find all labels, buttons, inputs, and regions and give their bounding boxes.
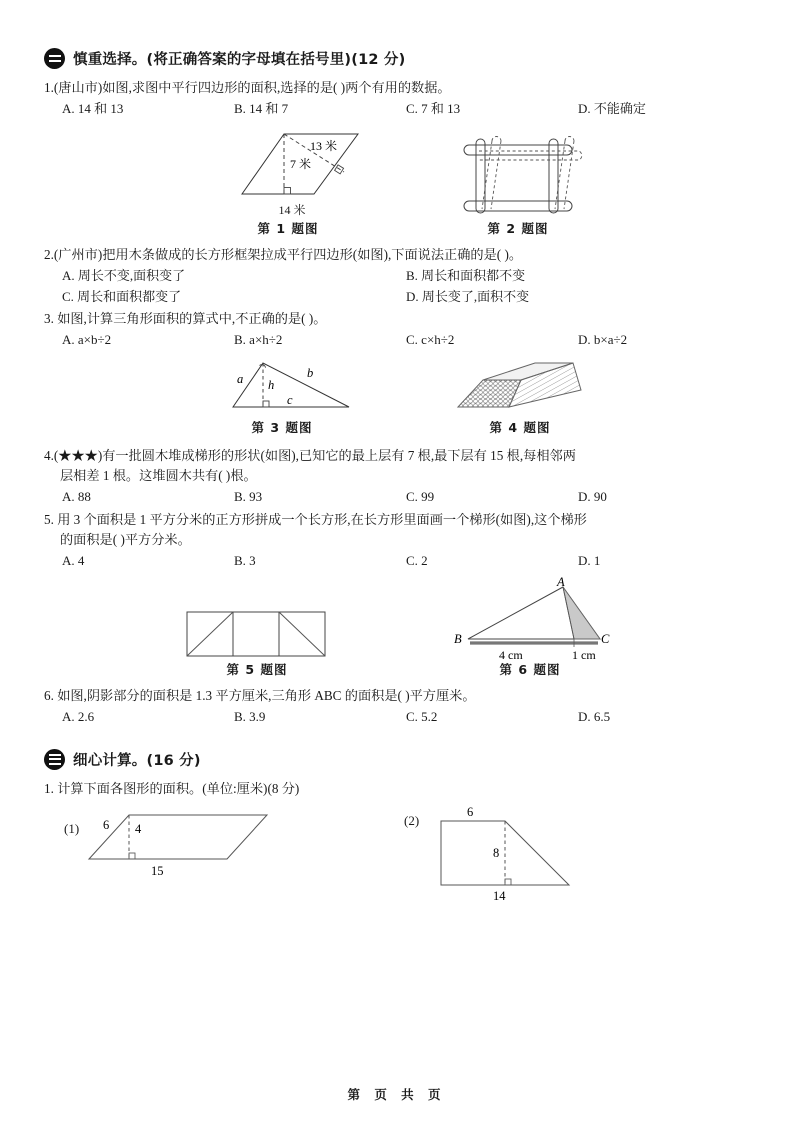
section-number-badge-two [44,48,65,69]
question-4-text-line-1: 4.(★★★)有一批圆木堆成梯形的形状(如图),已知它的最上层有 7 根,最下层有 15 根,每相邻两 [44,448,576,464]
figure-row-3 [44,577,750,678]
figure-6-segment-1: 4 cm [499,647,523,662]
calc-figure-2-top-label: 6 [467,804,474,819]
figure-2-caption: 第 2 题图 [487,220,549,236]
calc-figure-row [44,803,750,903]
figure-1-base-label: 14 米 [278,202,306,217]
question-1-option-a[interactable]: A. 14 和 13 [62,101,124,117]
question-3-option-c[interactable]: C. c×h÷2 [406,332,455,348]
section-header-two [44,48,750,69]
question-1-option-d[interactable]: D. 不能确定 [578,101,646,117]
question-5-text-line-2: 的面积是( )平方分米。 [60,532,191,548]
question-2 [44,245,750,307]
question-4-text-line-2: 层相差 1 根。这堆圆木共有( )根。 [60,468,257,484]
figure-6-vertex-c: C [601,631,610,646]
figure-6-segment-2: 1 cm [572,647,596,662]
question-6-text: 6. 如图,阴影部分的面积是 1.3 平方厘米,三角形 ABC 的面积是( )平方厘米。 [44,687,476,703]
calc-figure-2-number: (2) [404,812,420,828]
calc-figure-1-height-label: 4 [135,821,142,836]
question-3-option-d[interactable]: D. b×a÷2 [578,332,628,348]
figure-5 [184,609,330,678]
question-2-options-row-2 [44,287,750,307]
question-3 [44,309,750,350]
question-5-option-b[interactable]: B. 3 [234,553,256,569]
question-4-option-a[interactable]: A. 88 [62,489,91,505]
calc-figure-1-number: (1) [64,820,80,836]
question-2-option-b[interactable]: B. 周长和面积都不变 [406,267,526,283]
question-6 [44,686,750,727]
question-1-options [44,99,750,119]
calc-figure-1-side-label: 6 [103,817,110,832]
question-3-option-a[interactable]: A. a×b÷2 [62,332,112,348]
section-two-title: 慎重选择。(将正确答案的字母填在括号里)(12 分) [73,52,406,68]
question-6-options [44,707,750,727]
calc-figure-2-base-label: 14 [493,888,506,903]
question-5-option-c[interactable]: C. 2 [406,553,428,569]
question-6-option-b[interactable]: B. 3.9 [234,709,266,724]
question-1-option-b[interactable]: B. 14 和 7 [234,101,289,117]
question-5-option-a[interactable]: A. 4 [62,553,85,569]
question-6-option-a[interactable]: A. 2.6 [62,709,95,724]
calc-parallelogram-diagram [81,803,276,881]
question-2-option-d[interactable]: D. 周长变了,面积不变 [406,288,530,304]
three-squares-diagram [184,609,330,659]
question-2-option-c[interactable]: C. 周长和面积都变了 [62,288,182,304]
question-5-options [44,551,750,571]
shaded-triangle-diagram [450,577,610,663]
section-three-question-1 [44,779,750,799]
parallelogram-diagram [206,124,370,202]
figure-4-caption: 第 4 题图 [489,420,551,436]
calc-figure-1 [44,803,394,903]
log-pile-diagram [453,355,587,417]
triangle-abc-diagram [207,355,357,417]
figure-1-diagonal-label: 13 米 [310,138,338,153]
calc-figure-1-base-label: 15 [151,863,164,878]
question-4-options [44,487,750,507]
question-2-text: 2.(广州市)把用木条做成的长方形框架拉成平行四边形(如图),下面说法正确的是( )。 [44,246,523,262]
question-4-option-b[interactable]: B. 93 [234,489,263,505]
figure-3-caption: 第 3 题图 [251,420,313,436]
question-3-option-b[interactable]: B. a×h÷2 [234,332,283,348]
figure-row-2 [44,355,750,436]
figure-2 [448,129,588,237]
page-footer: 第 页 共 页 [347,1087,446,1102]
section-three-question-1-text: 1. 计算下面各图形的面积。(单位:厘米)(8 分) [44,780,300,796]
figure-1 [206,124,370,237]
figure-3-side-c-label: c [287,393,293,408]
section-header-three [44,749,750,770]
calc-trapezoid-diagram [421,803,601,903]
question-1-text: 1.(唐山市)如图,求图中平行四边形的面积,选择的是( )两个有用的数据。 [44,80,451,95]
figure-3-height-label: h [268,378,275,393]
question-4-option-c[interactable]: C. 99 [406,489,435,505]
question-5-text-line-1: 5. 用 3 个面积是 1 平方分米的正方形拼成一个长方形,在长方形里面画一个梯形(如图),这个梯形 [44,512,587,528]
question-1 [44,78,750,119]
figure-3 [207,355,357,436]
question-2-option-a[interactable]: A. 周长不变,面积变了 [62,267,186,283]
question-4 [44,446,750,507]
figure-6-vertex-a: A [557,576,565,589]
figure-3-side-a-label: a [237,372,244,387]
calc-figure-2 [394,803,744,903]
section-three-title: 细心计算。(16 分) [73,752,201,769]
figure-4 [453,355,587,436]
question-6-option-d[interactable]: D. 6.5 [578,709,611,724]
section-number-badge-three [44,749,65,770]
question-5 [44,510,750,571]
question-1-option-c[interactable]: C. 7 和 13 [406,101,461,117]
question-5-option-d[interactable]: D. 1 [578,553,601,569]
figure-3-side-b-label: b [307,366,314,381]
figure-row-1 [44,124,750,237]
question-3-text: 3. 如图,计算三角形面积的算式中,不正确的是( )。 [44,311,327,327]
figure-1-height-label: 7 米 [290,156,312,171]
question-3-options [44,330,750,350]
figure-6-vertex-b: B [454,631,462,646]
wooden-frame-diagram [448,129,588,221]
figure-5-caption: 第 5 题图 [226,661,288,677]
question-6-option-c[interactable]: C. 5.2 [406,709,438,724]
question-2-options-row-1 [44,266,750,286]
figure-6 [450,577,610,678]
worksheet-content [44,48,750,903]
question-4-option-d[interactable]: D. 90 [578,489,607,505]
figure-1-caption: 第 1 题图 [257,220,319,236]
figure-6-caption: 第 6 题图 [499,661,561,677]
calc-figure-2-height-label: 8 [493,845,500,860]
